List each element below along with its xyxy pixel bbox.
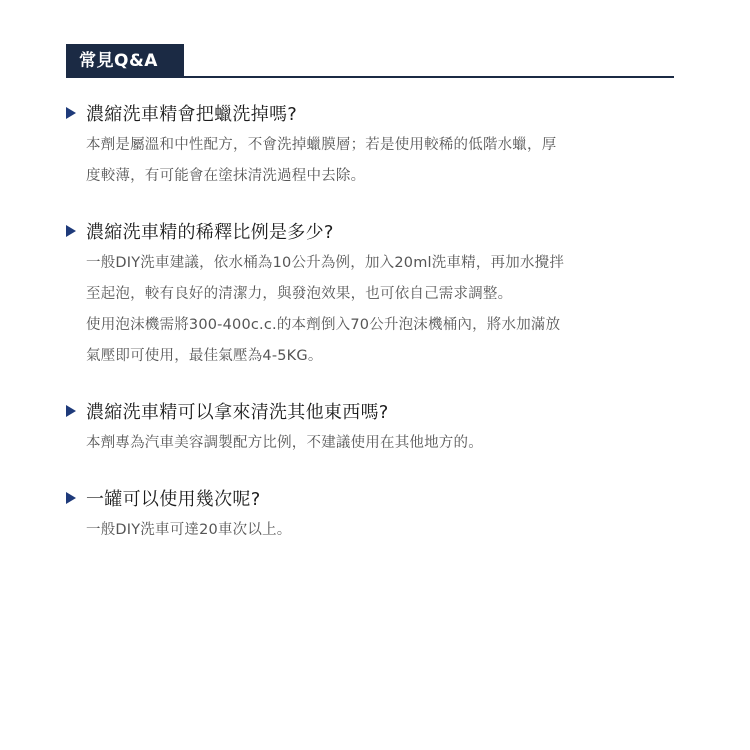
faq-answer xyxy=(86,515,684,546)
faq-answer xyxy=(86,428,684,459)
section-header xyxy=(66,44,674,78)
faq-list xyxy=(64,100,684,546)
faq-question xyxy=(64,218,684,244)
triangle-right-icon xyxy=(66,225,76,237)
faq-answer-line: 本劑專為汽車美容調製配方比例，不建議使用在其他地方的。 xyxy=(86,435,483,451)
triangle-right-icon xyxy=(66,107,76,119)
faq-question-text: 濃縮洗車精的稀釋比例是多少? xyxy=(86,222,334,243)
faq-question xyxy=(64,485,684,511)
faq-answer-line: 度較薄，有可能會在塗抹清洗過程中去除。 xyxy=(86,168,366,184)
faq-answer-line: 一般DIY洗車可達20車次以上。 xyxy=(86,522,292,538)
header-divider xyxy=(184,76,674,78)
faq-answer-line: 本劑是屬溫和中性配方，不會洗掉蠟膜層；若是使用較稀的低階水蠟，厚 xyxy=(86,137,557,153)
faq-question-text: 濃縮洗車精可以拿來清洗其他東西嗎? xyxy=(86,402,389,423)
faq-item xyxy=(64,100,684,192)
faq-question-text: 濃縮洗車精會把蠟洗掉嗎? xyxy=(86,104,298,125)
faq-question xyxy=(64,100,684,126)
faq-question-text: 一罐可以使用幾次呢? xyxy=(86,489,261,510)
faq-answer-line: 氣壓即可使用，最佳氣壓為4-5KG。 xyxy=(86,348,323,364)
faq-question xyxy=(64,398,684,424)
triangle-right-icon xyxy=(66,492,76,504)
triangle-right-icon xyxy=(66,405,76,417)
faq-item xyxy=(64,398,684,459)
faq-item xyxy=(64,485,684,546)
faq-answer xyxy=(86,130,684,192)
faq-answer-line: 使用泡沫機需將300-400c.c.的本劑倒入70公升泡沫機桶內，將水加滿放 xyxy=(86,317,561,333)
section-title: 常見Q&A xyxy=(66,44,184,78)
faq-answer-line: 至起泡，較有良好的清潔力，與發泡效果，也可依自己需求調整。 xyxy=(86,286,513,302)
faq-answer xyxy=(86,248,684,372)
faq-answer-line: 一般DIY洗車建議，依水桶為10公升為例，加入20ml洗車精，再加水攪拌 xyxy=(86,255,565,271)
faq-item xyxy=(64,218,684,372)
